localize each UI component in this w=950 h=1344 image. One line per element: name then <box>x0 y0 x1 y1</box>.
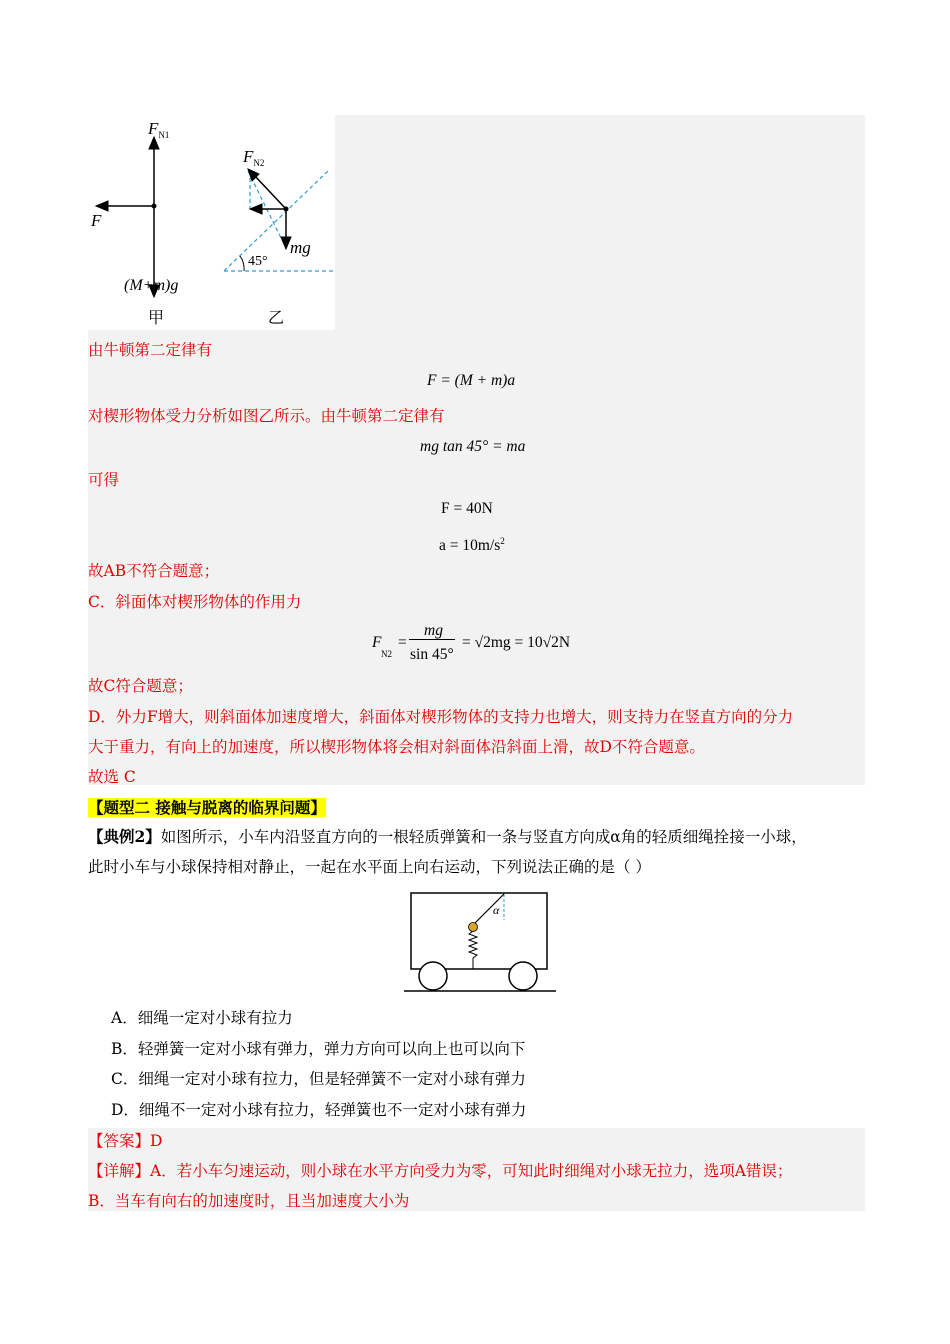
section-heading: 【题型二 接触与脱离的临界问题】 <box>88 798 326 817</box>
solution-line: C．斜面体对楔形物体的作用力 <box>88 593 302 611</box>
solution-line: 故AB不符合题意； <box>88 562 220 580</box>
diagram-jia <box>96 137 159 297</box>
alpha-label: α <box>493 903 500 917</box>
solution-shade-top <box>335 115 865 330</box>
detail-line: 【详解】A．若小车匀速运动，则小球在水平方向受力为零，可知此时细绳对小球无拉力，选项A错误； <box>88 1162 793 1180</box>
solution-line: 大于重力，有向上的加速度，所以楔形物体将会相对斜面体沿斜面上滑，故D不符合题意。 <box>88 738 705 756</box>
label-jia: 甲 <box>148 308 165 327</box>
cart-figure <box>400 890 560 998</box>
mg-label: mg <box>290 238 311 257</box>
force-diagram-figure <box>88 115 335 330</box>
question-line: 【典例2】如图所示，小车内沿竖直方向的一根轻质弹簧和一条与竖直方向成α角的轻质细绳拴接一小球， <box>88 827 807 846</box>
solution-line: 对楔形物体受力分析如图乙所示。由牛顿第二定律有 <box>88 407 445 425</box>
label-yi: 乙 <box>268 308 285 327</box>
solution-line: 故选 C <box>88 768 136 786</box>
weight-label: (M+m)g <box>124 277 179 294</box>
fn1-label: $F_{N1}$ <box>148 119 170 140</box>
f-label: F <box>91 211 102 230</box>
answer-line: 【答案】D <box>88 1132 163 1150</box>
solution-line: D．外力F增大，则斜面体加速度增大，斜面体对楔形物体的支持力也增大，则支持力在竖直方向的分力 <box>88 708 794 726</box>
equation-2: mg tan 45° = ma <box>420 438 526 455</box>
solution-line: 可得 <box>88 471 120 489</box>
detail-line: B．当车有向右的加速度时，且当加速度大小为 <box>88 1192 410 1210</box>
fn2-label: $F_{N2}$ <box>243 147 265 168</box>
question-line: 此时小车与小球保持相对静止，一起在水平面上向右运动，下列说法正确的是（ ） <box>88 858 651 876</box>
diagram-yi <box>224 169 334 271</box>
option-a: A．细绳一定对小球有拉力 <box>111 1009 293 1027</box>
option-d: D．细绳不一定对小球有拉力，轻弹簧也不一定对小球有弹力 <box>111 1101 527 1119</box>
option-b: B．轻弹簧一定对小球有弹力，弹力方向可以向上也可以向下 <box>111 1040 526 1058</box>
equation-1: F = (M + m)a <box>427 372 516 389</box>
equation-3: F = 40N <box>441 500 493 517</box>
solution-line: 由牛顿第二定律有 <box>88 341 213 359</box>
angle-label: 45° <box>248 254 268 269</box>
equation-4: $a = 10m/s^2$ <box>439 536 505 555</box>
option-c: C．细绳一定对小球有拉力，但是轻弹簧不一定对小球有弹力 <box>111 1070 526 1088</box>
solution-line: 故C符合题意； <box>88 677 193 695</box>
